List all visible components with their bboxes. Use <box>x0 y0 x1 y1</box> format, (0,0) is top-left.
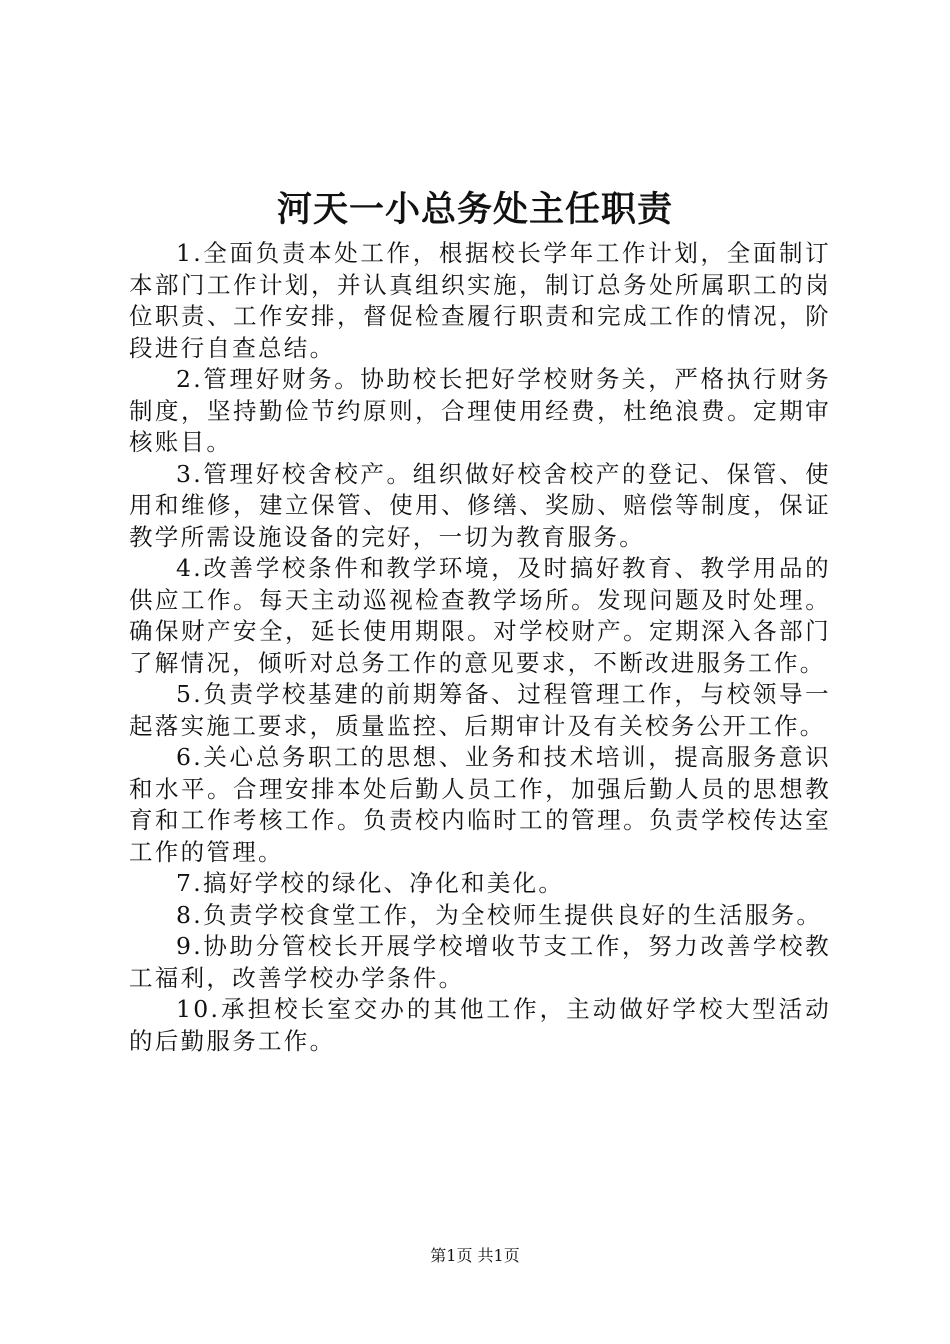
paragraph-7: 7.搞好学校的绿化、净化和美化。 <box>176 869 565 897</box>
paragraph-3: 3.管理好校舍校产。组织做好校舍校产的登记、保管、使用和维修，建立保管、使用、修缮、奖励、赔偿等制度，保证教学所需设施设备的完好，一切为教育服务。 <box>129 459 831 551</box>
document-title: 河天一小总务处主任职责 <box>276 189 673 230</box>
paragraph-10: 10.承担校长室交办的其他工作，主动做好学校大型活动的后勤服务工作。 <box>129 995 831 1055</box>
paragraph-5: 5.负责学校基建的前期筹备、过程管理工作，与校领导一起落实施工要求，质量监控、后期审计及有关校务公开工作。 <box>129 680 831 740</box>
paragraph-6: 6.关心总务职工的思想、业务和技术培训，提高服务意识和水平。合理安排本处后勤人员工作，加强后勤人员的思想教育和工作考核工作。负责校内临时工的管理。负责学校传达室工作的管理。 <box>129 743 831 866</box>
paragraph-4: 4.改善学校条件和教学环境，及时搞好教育、教学用品的供应工作。每天主动巡视检查教学场所。发现问题及时处理。确保财产安全，延长使用期限。对学校财产。定期深入各部门了解情况，倾听对总务工作的意见要求，不断改进服务工作。 <box>129 554 831 677</box>
document-body <box>129 238 831 1057</box>
page-footer: 第1页 共1页 <box>430 1246 520 1265</box>
paragraph-8: 8.负责学校食堂工作，为全校师生提供良好的生活服务。 <box>176 900 823 929</box>
paragraph-2: 2.管理好财务。协助校长把好学校财务关，严格执行财务制度，坚持勤俭节约原则，合理使用经费，杜绝浪费。定期审核账目。 <box>129 365 831 456</box>
paragraph-9: 9.协助分管校长开展学校增收节支工作，努力改善学校教工福利，改善学校办学条件。 <box>129 932 831 992</box>
paragraph-1: 1.全面负责本处工作，根据校长学年工作计划，全面制订本部门工作计划，并认真组织实施，制订总务处所属职工的岗位职责、工作安排，督促检查履行职责和完成工作的情况，阶段进行自查总结。 <box>129 239 831 362</box>
